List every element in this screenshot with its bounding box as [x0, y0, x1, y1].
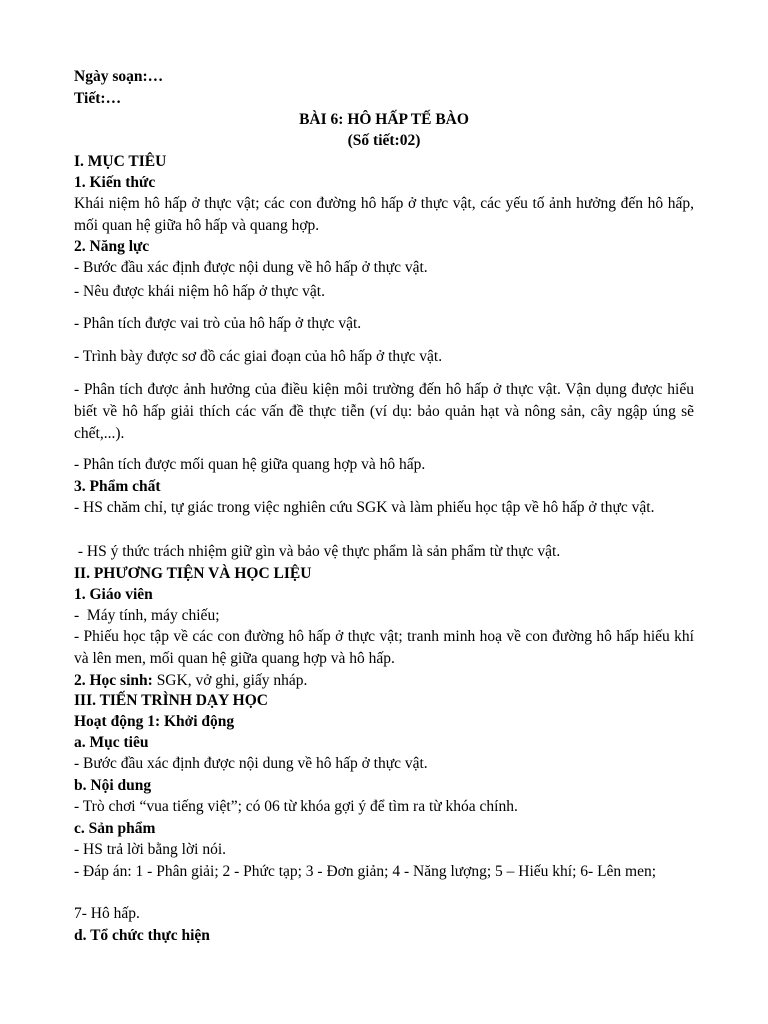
hoc-sinh-line [74, 670, 694, 692]
pham-chat-item: - HS chăm chỉ, tự giác trong việc nghiên cứu SGK và làm phiếu học tập về hô hấp ở thực vật. [74, 499, 655, 516]
kien-thuc-text: Khái niệm hô hấp ở thực vật; các con đường hô hấp ở thực vật, các yếu tố ảnh hưởng đến hô hấp, mối quan hệ giữa hô hấp và quang hợp. [74, 195, 694, 234]
noi-dung-heading: b. Nội dung [74, 777, 152, 794]
san-pham-item: 7- Hô hấp. [74, 905, 140, 922]
san-pham-item: - HS trả lời bằng lời nói. [74, 841, 227, 858]
to-chuc-heading: d. Tổ chức thực hiện [74, 927, 210, 944]
ngay-soan: Ngày soạn:… [74, 68, 164, 85]
nang-luc-item: - Phân tích được mối quan hệ giữa quang hợp và hô hấp. [74, 456, 426, 473]
nang-luc-item: - Trình bày được sơ đồ các giai đoạn của hô hấp ở thực vật. [74, 348, 443, 365]
hoc-sinh-label: 2. Học sinh: [74, 672, 153, 689]
nang-luc-item: - Phân tích được vai trò của hô hấp ở thực vật. [74, 315, 362, 332]
nang-luc-item: - Nêu được khái niệm hô hấp ở thực vật. [74, 283, 325, 300]
nang-luc-item: - Bước đầu xác định được nội dung về hô hấp ở thực vật. [74, 259, 428, 276]
muc-tieu-heading: a. Mục tiêu [74, 734, 149, 751]
hoat-dong-1-heading: Hoạt động 1: Khởi động [74, 713, 235, 730]
muc-tieu-text: - Bước đầu xác định được nội dung về hô hấp ở thực vật. [74, 755, 428, 772]
noi-dung-text: - Trò chơi “vua tiếng việt”; có 06 từ khóa gợi ý để tìm ra từ khóa chính. [74, 798, 518, 815]
lesson-title: BÀI 6: HÔ HẤP TẾ BÀO [299, 111, 469, 128]
hoc-sinh-text: SGK, vở ghi, giấy nháp. [152, 672, 308, 689]
giao-vien-item: - Phiếu học tập về các con đường hô hấp ở thực vật; tranh minh hoạ về con đường hô hấp hiếu khí và lên men, mối quan hệ giữa quang hợp và hô hấp. [74, 628, 694, 667]
kien-thuc-heading: 1. Kiến thức [74, 174, 156, 191]
nang-luc-item: - Phân tích được ảnh hưởng của điều kiện môi trường đến hô hấp ở thực vật. Vận dụng được hiểu biết về hô hấp giải thích các vấn đề thực tiễn (ví dụ: bảo quản hạt và nông sản, cây ngập úng sẽ chết,...). [74, 381, 694, 442]
san-pham-item: - Đáp án: 1 - Phân giải; 2 - Phức tạp; 3 - Đơn giản; 4 - Năng lượng; 5 – Hiếu khí; 6- Lên men; [74, 863, 657, 880]
section-1-heading: I. MỤC TIÊU [74, 153, 167, 170]
giao-vien-heading: 1. Giáo viên [74, 586, 153, 603]
section-3-heading: III. TIẾN TRÌNH DẠY HỌC [74, 692, 268, 709]
giao-vien-item: - Máy tính, máy chiếu; [74, 607, 220, 624]
section-2-heading: II. PHƯƠNG TIỆN VÀ HỌC LIỆU [74, 565, 312, 582]
pham-chat-item: - HS ý thức trách nhiệm giữ gìn và bảo vệ thực phẩm là sản phẩm từ thực vật. [74, 543, 561, 560]
so-tiet: (Số tiết:02) [347, 132, 421, 149]
tiet: Tiết:… [74, 90, 122, 107]
pham-chat-heading: 3. Phẩm chất [74, 478, 161, 495]
nang-luc-heading: 2. Năng lực [74, 238, 150, 255]
san-pham-heading: c. Sản phẩm [74, 820, 156, 837]
